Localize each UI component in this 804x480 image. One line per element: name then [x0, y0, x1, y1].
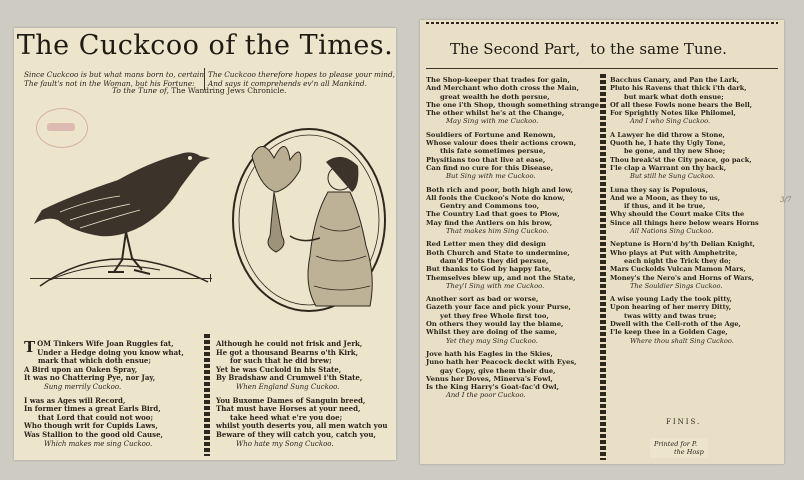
- verse-line: Gentry and Commons too,: [440, 202, 540, 211]
- subtitle-right-line: And says it comprehends ev'n all Mankind.: [208, 79, 367, 88]
- verse-line: But thanks to God by happy fate,: [426, 265, 552, 274]
- verse-line: On others they would lay the blame,: [426, 320, 564, 329]
- verse-line: A wise young Lady the took pitty,: [610, 295, 732, 304]
- verse-line: Beware of they will catch you, catch you,: [216, 429, 376, 439]
- verse-line: for such that he did brew;: [230, 356, 332, 366]
- verse-line: Juno hath her Peacock deckt with Eyes,: [426, 358, 577, 367]
- verse-refrain: But still he Sung Cuckoo.: [630, 172, 715, 181]
- stanza: [24, 338, 184, 392]
- tune-line: [112, 86, 287, 95]
- ornamental-top-border: [426, 22, 778, 24]
- verse-line: Mars Cuckolds Vulcan Mamon Mars,: [610, 265, 746, 274]
- verse-line: He got a thousand Bearns o'th Kirk,: [216, 347, 359, 357]
- verse-line: gay Copy, give them their due,: [440, 366, 556, 375]
- verse-line: It was no Chattering Pye, nor Jay,: [24, 373, 156, 383]
- verse-line: Neptune is Horn'd by'th Delian Knight,: [610, 240, 755, 249]
- verse-line: Can find no cure for this Disease,: [426, 163, 554, 172]
- verse-line: I'le clap a Warrant on thy back,: [610, 163, 727, 172]
- verse-line: Whilst they are doing of the same,: [426, 328, 558, 337]
- verse-column-right: [216, 340, 387, 453]
- subtitle-left-line: The fault's not in the Woman, but his Fortune:: [24, 79, 195, 88]
- verse-refrain: Which makes me sing Cuckoo.: [44, 439, 153, 448]
- verse-line: each night the Trick they do;: [624, 256, 731, 265]
- drop-cap-letter: T: [24, 338, 36, 356]
- verse-line: A Bird upon an Oaken Spray,: [24, 364, 138, 374]
- verse-refrain: Where thou shalt Sing Cuckoo.: [630, 336, 734, 345]
- verse-line: Both Church and State to undermine,: [426, 248, 570, 257]
- verse-line: Dwell with the Cell-roth of the Age,: [610, 320, 741, 329]
- woodcut-ground-line: [30, 278, 212, 279]
- verse-line: I'le keep thee in a Golden Cage,: [610, 328, 728, 337]
- verse-line: that Lord that could not woo;: [38, 412, 154, 422]
- verse-line: In former times a great Earls Bird,: [24, 404, 161, 414]
- verse-line: mark that which doth ensue;: [38, 356, 151, 366]
- finis-mark: FINIS.: [666, 418, 702, 426]
- verse-line: Bacchus Canary, and Pan the Lark,: [610, 76, 740, 84]
- verse-line: great wealth he doth persue,: [440, 92, 550, 101]
- imprint-line: the Hosp: [674, 448, 704, 456]
- verse-line: The Country Lad that goes to Plow,: [426, 210, 560, 219]
- cuckoo-woodcut-icon: [30, 140, 210, 290]
- verse-line: All fools the Cuckoo's Note do know,: [426, 193, 565, 202]
- second-part-title-b: to the same Tune.: [590, 40, 727, 58]
- verse-line: For Sprightly Notes like Philomel,: [610, 109, 736, 118]
- verse-line: Who plays at Put with Amphetrite,: [610, 248, 738, 257]
- verse-line: Physitians too that live at ease,: [426, 155, 546, 164]
- verse-line: Venus her Doves, Minerva's Fowl,: [426, 374, 553, 383]
- verse-line: but mark what doth ensue;: [624, 92, 724, 101]
- verse-line: I was as Ages will Record,: [24, 395, 126, 405]
- stanza: [426, 131, 599, 181]
- verse-line: Quoth he, I hate thy Ugly Tone,: [610, 139, 726, 148]
- stanza: [216, 397, 387, 449]
- verse-line: Why should the Court make Cits the: [610, 210, 745, 219]
- verse-line: Is the King Harry's Goat-fac'd Owl,: [426, 383, 559, 392]
- stanza: [610, 240, 759, 290]
- stanza: [24, 397, 174, 449]
- imprint: [650, 438, 708, 458]
- verse-line: Since all things here below wears Horns: [610, 218, 759, 227]
- verse-line: Who though writ for Cupids Laws,: [24, 421, 158, 431]
- stanza: [610, 131, 759, 181]
- ornamental-column-divider: [600, 74, 606, 460]
- verse-refrain: When England Sung Cuckoo.: [236, 382, 340, 391]
- verse-refrain: And I who Sing Cuckoo.: [630, 117, 711, 126]
- verse-line: Jove hath his Eagles in the Skies,: [426, 349, 553, 358]
- verse-line: Although he could not frisk and Jerk,: [216, 339, 363, 348]
- second-part-title-a: The Second Part,: [450, 40, 581, 58]
- verse-column-left: [24, 338, 184, 453]
- imprint-line: Printed for P.: [654, 440, 698, 448]
- verse-line: Souldiers of Fortune and Renown,: [426, 130, 556, 139]
- verse-line: this fate sometimes persue,: [440, 147, 546, 156]
- verse-line: dam'd Plots they did persue,: [440, 256, 549, 265]
- verse-line: take heed what e're you doe;: [230, 412, 343, 422]
- verse-line: Pluto his Ravens that thick i'th dark,: [610, 84, 747, 93]
- stanza: [426, 295, 599, 345]
- portrait-woodcut-icon: [230, 126, 388, 314]
- broadside-sheet-part-one: [14, 28, 396, 460]
- verse-line: Both rich and poor, both high and low,: [426, 185, 573, 194]
- verse-line: By Bradshaw and Crumwel i'th State,: [216, 373, 363, 383]
- verse-line: Upon hearing of her merry Ditty,: [610, 303, 732, 312]
- verse-line: Luna they say is Populous,: [610, 185, 708, 194]
- tune-prefix: To the Tune of,: [112, 86, 169, 95]
- ornamental-column-divider: [204, 334, 210, 456]
- verse-line: And Merchant who doth cross the Main,: [426, 84, 579, 93]
- verse-line: The other whilst he's at the Change,: [426, 109, 565, 118]
- verse-line: Was Stallion to the good old Cause,: [24, 429, 163, 439]
- verse-line: if thus, and it be true,: [624, 202, 706, 211]
- verse-line: And we a Moon, as they to us,: [610, 193, 721, 202]
- verse-line: Under a Hedge doing you know what,: [37, 347, 184, 357]
- verse-line: Thou break'st the City peace, go pack,: [610, 155, 752, 164]
- verse-refrain: Who hate my Song Cuckoo.: [236, 439, 334, 448]
- ballad-title: The Cuckcoo of the Times.: [16, 30, 394, 61]
- subtitle-left-line: Since Cuckcoo is but what mans born to, certain: [24, 70, 205, 79]
- verse-line: Yet he was Cuckold in his State,: [216, 364, 342, 374]
- verse-line: Money's the Nero's and Horns of Wars,: [610, 273, 754, 282]
- verse-column-left: [426, 76, 599, 405]
- verse-line: You Buxome Dames of Sanguin breed,: [216, 395, 366, 405]
- verse-refrain: But Sing with me Cuckoo.: [446, 172, 536, 181]
- stanza: [610, 295, 759, 345]
- second-part-title: [450, 40, 727, 58]
- stanza: [610, 76, 759, 126]
- subtitle-right-line: The Cuckcoo therefore hopes to please your mind,: [208, 70, 395, 79]
- verse-line: Themselves blew up, and not the State,: [426, 273, 576, 282]
- verse-refrain: They'l Sing with me Cuckoo.: [446, 281, 545, 290]
- stanza: [426, 186, 599, 236]
- verse-line: A Lawyer he did throw a Stone,: [610, 130, 725, 139]
- verse-refrain: All Nations Sing Cuckoo.: [630, 227, 714, 236]
- verse-refrain: Sung merrily Cuckoo.: [44, 382, 122, 391]
- verse-refrain: May Sing with me Cuckoo.: [446, 117, 539, 126]
- verse-line: The one i'th Shop, though something strange: [426, 100, 600, 109]
- verse-line: twas witty and twas true;: [624, 311, 717, 320]
- verse-column-right: [610, 76, 759, 350]
- verse-line: whilst youth deserts you, all men watch you: [216, 421, 388, 431]
- verse-line: Red Letter men they did design: [426, 240, 546, 249]
- verse-refrain: The Souldier Sings Cuckoo.: [630, 281, 723, 290]
- verse-line: Whose valour does their actions crown,: [426, 139, 577, 148]
- verse-line: The Shop-keeper that trades for gain,: [426, 76, 570, 84]
- stanza: [216, 340, 387, 392]
- verse-line: Another sort as bad or worse,: [426, 295, 539, 304]
- verse-line: Gazeth your face and pick your Purse,: [426, 303, 571, 312]
- stanza: [610, 186, 759, 236]
- stanza: [426, 240, 599, 290]
- woodcut-corner-tick: [210, 274, 211, 282]
- stanza: [426, 76, 599, 126]
- broadside-sheet-part-two: [420, 20, 784, 464]
- verse-refrain: And I the poor Cuckoo.: [446, 391, 526, 400]
- verse-line: That must have Horses at your need,: [216, 404, 361, 414]
- stanza: [426, 350, 599, 400]
- tune-name: The Wandring Jews Chronicle.: [171, 86, 287, 95]
- verse-refrain: Yet they may Sing Cuckoo.: [446, 336, 538, 345]
- verse-line: Of all these Fowls none bears the Bell,: [610, 100, 753, 109]
- verse-line: yet they free Whole first too,: [440, 311, 549, 320]
- verse-line: OM Tinkers Wife Joan Ruggles fat,: [37, 339, 174, 348]
- title-rule: [426, 68, 778, 69]
- verse-line: be gone, and thy new Shoe;: [624, 147, 726, 156]
- verse-refrain: That makes him Sing Cuckoo.: [446, 227, 549, 236]
- pencil-annotation: 3/7: [780, 196, 792, 204]
- verse-line: May find the Antlers on his brow,: [426, 218, 553, 227]
